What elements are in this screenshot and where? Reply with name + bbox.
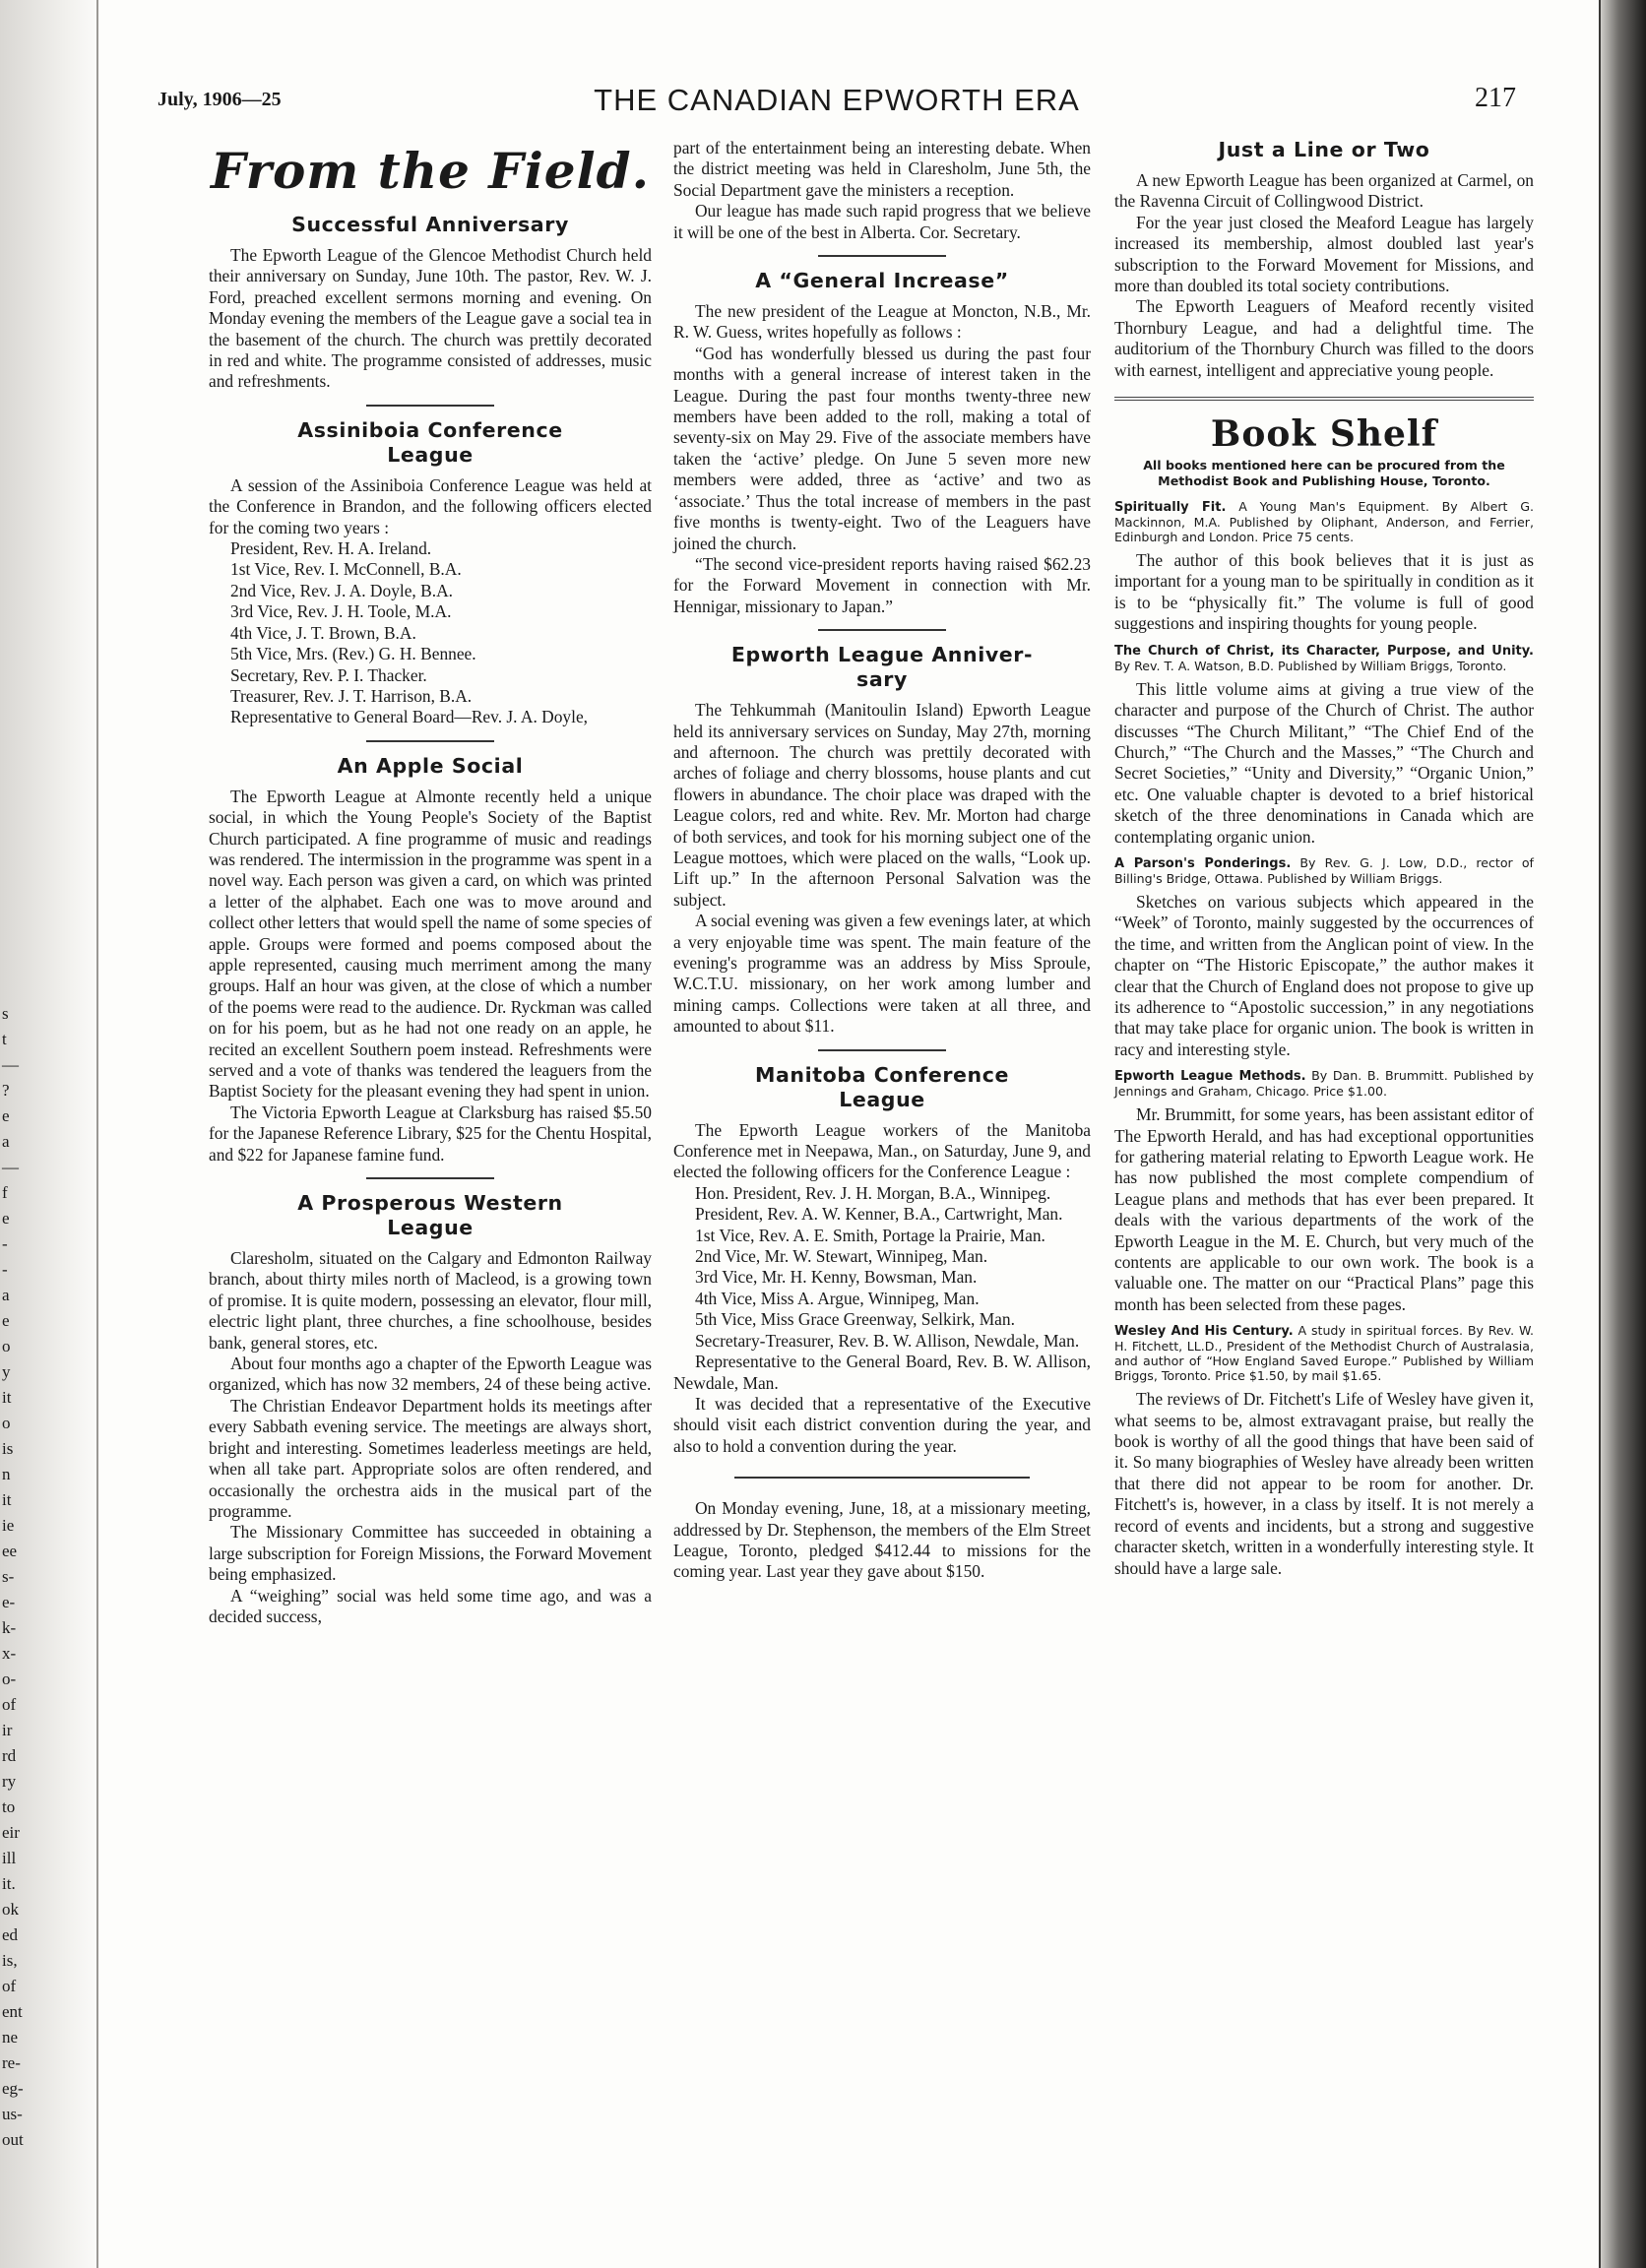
paragraph: The Victoria Epworth League at Clarksburg has raised $5.50 for the Japanese Reference Library, $25 for the Chentu Hospital, and $22 for Japanese famine fund. (209, 1102, 652, 1165)
bleed-fragment: eir (2, 1823, 20, 1842)
paragraph: Sketches on various subjects which appeared in the “Week” of Toronto, mainly suggested by the occurrences of the time, and written from the Anglican point of view. In the chapter on “The Historic Episcopate,” the author makes it clear that the Church of England does not propose to give up its adherence to “Apostolic succession,” in any negotiations that may take place for organic union. The book is written in racy and interesting style. (1114, 891, 1534, 1059)
bleed-fragment: e (2, 1209, 10, 1228)
bleed-fragment: s (2, 1004, 9, 1023)
article-title (673, 1063, 1091, 1112)
paragraph: On Monday evening, June, 18, at a missionary meeting, addressed by Dr. Stephenson, the members of the Elm Street League, Toronto, pledged $412.44 to missions for the coming year. Last year they gave about $150. (673, 1498, 1091, 1582)
divider (818, 255, 946, 257)
bleed-fragment: o- (2, 1670, 17, 1688)
book-meta: By Dan. B. Brummitt. Published by Jennings and Graham, Chicago. Price $1.00. (1114, 1068, 1534, 1100)
bleed-fragment: re- (2, 2053, 21, 2072)
paragraph: A “weighing” social was held some time ago, and was a decided success, (209, 1585, 652, 1626)
officer-line: 4th Vice, J. T. Brown, B.A. (230, 622, 416, 643)
bleed-fragment: ie (2, 1516, 15, 1535)
bleed-fragment: is, (2, 1951, 18, 1970)
bleed-fragment: it. (2, 1874, 16, 1893)
bleed-fragment: a (2, 1132, 10, 1151)
officer-line: 3rd Vice, Mr. H. Kenny, Bowsman, Man. (695, 1267, 978, 1288)
article-title (673, 643, 1091, 692)
title-line: Epworth League Anniver- (730, 643, 1034, 667)
officer-line: 2nd Vice, Mr. W. Stewart, Winnipeg, Man. (695, 1246, 988, 1267)
paragraph: Claresholm, situated on the Calgary and Edmonton Railway branch, about thirty miles north of Macleod, is a growing town of promise. It is quite modern, possessing an elevator, flour mill, electric light plant, three churches, a fine schoolhouse, besides bank, general stores, etc. (209, 1248, 652, 1353)
column-2 (673, 138, 1091, 1583)
bleed-fragment: e (2, 1311, 10, 1330)
paragraph: “God has wonderfully blessed us during the past four months with a general increase of interest taken in the League. During the past four months twenty-three new members have been added to the roll, making a total of seventy-six on May 29. Five of the associate members have taken the ‘active’ pledge. On June 5 seven more new members were added, three as ‘active’ and two as ‘associate.’ Thus the total increase of members in the past five months is twenty-eight. Two of the Leaguers have joined the church. (673, 343, 1091, 553)
paragraph: A session of the Assiniboia Conference League was held at the Conference in Brandon, and the following officers elected for the coming two years : (209, 474, 652, 537)
bleed-fragment: ok (2, 1900, 19, 1919)
title-line: League (387, 1216, 474, 1240)
issue-date: July, 1906—25 (158, 89, 282, 110)
paragraph: The Missionary Committee has succeeded in obtaining a large subscription for Foreign Missions, the Forward Movement being emphasized. (209, 1522, 652, 1585)
title-line: sary (856, 667, 908, 692)
officer-line: President, Rev. A. W. Kenner, B.A., Cartwright, Man. (695, 1204, 1063, 1225)
title-line: A Prosperous Western (297, 1191, 563, 1216)
bleed-fragment: o (2, 1337, 11, 1355)
bleed-fragment: a (2, 1286, 10, 1304)
officer-line: 1st Vice, Rev. A. E. Smith, Portage la Prairie, Man. (695, 1225, 1045, 1245)
bleed-fragment: y (2, 1362, 11, 1381)
bleed-fragment: ent (2, 2002, 23, 2021)
article-title (209, 418, 652, 468)
officer-line: 1st Vice, Rev. I. McConnell, B.A. (230, 559, 462, 580)
section-heading: From the Field. (211, 142, 650, 200)
article-title: Successful Anniversary (291, 213, 569, 236)
article-title (209, 1191, 652, 1240)
bleed-fragment: it (2, 1490, 12, 1509)
book-title: Spiritually Fit. (1114, 500, 1227, 516)
bleed-fragment: is (2, 1439, 14, 1458)
book-meta: By Rev. G. J. Low, D.D., rector of Billing's Bridge, Ottawa. Published by William Briggs. (1114, 854, 1534, 886)
binding-shadow (1601, 0, 1646, 2268)
bleed-fragment: ill (2, 1849, 17, 1867)
book-citation (1114, 1323, 1534, 1383)
title-line: Manitoba Conference (755, 1062, 1009, 1087)
paragraph: The Epworth League of the Glencoe Methodist Church held their anniversary on Sunday, June 10th. The pastor, Rev. W. J. Ford, preached excellent sermons morning and evening. On Monday evening the members of the League gave a social tea in the basement of the church. The church was prettily decorated in red and white. The programme consisted of addresses, music and refreshments. (209, 245, 652, 392)
paragraph: The new president of the League at Moncton, N.B., Mr. R. W. Guess, writes hopefully as follows : (673, 301, 1091, 343)
bleed-fragment: ry (2, 1772, 17, 1791)
title-line: League (387, 442, 474, 467)
book-citation (1114, 499, 1534, 544)
paragraph: part of the entertainment being an interesting debate. When the district meeting was held in Claresholm, June 5th, the Social Department gave the ministers a reception. (673, 138, 1091, 200)
bleed-fragment: f (2, 1183, 8, 1202)
column-3 (1114, 138, 1534, 1579)
divider (366, 1177, 494, 1179)
paragraph: Our league has made such rapid progress that we believe it will be one of the best in Alberta. Cor. Secretary. (673, 201, 1091, 242)
paragraph: It was decided that a representative of the Executive should visit each district convention during the year, and also to hold a convention during the year. (673, 1393, 1091, 1456)
book-citation (1114, 855, 1534, 886)
officer-line: 2nd Vice, Rev. J. A. Doyle, B.A. (230, 580, 453, 600)
paragraph: The Tehkummah (Manitoulin Island) Epworth League held its anniversary services on Sunday, May 27th, morning and afternoon. The church was prettily decorated with arches of foliage and cherry blossoms, house plants and cut flowers in abundance. The choir place was draped with the League colors, red and white. Rev. Mr. Morton had charge of both services, and took for his morning subject one of the League mottoes, which were placed on the walls, “Look up. Lift up.” In the afternoon Personal Salvation was the subject. (673, 700, 1091, 910)
officer-line: 5th Vice, Mrs. (Rev.) G. H. Bennee. (230, 644, 476, 664)
article-title: Just a Line or Two (1218, 138, 1430, 161)
bleed-fragment: ir (2, 1721, 13, 1739)
officer-line: Secretary, Rev. P. I. Thacker. (230, 664, 427, 685)
article-title: An Apple Social (337, 753, 524, 778)
page-number: 217 (1475, 83, 1516, 113)
bleed-fragment: ? (2, 1081, 10, 1100)
paragraph: “The second vice-president reports having raised $62.23 for the Forward Movement in connection with Mr. Hennigar, missionary to Japan.” (673, 553, 1091, 616)
book-shelf-title: Book Shelf (1210, 413, 1438, 456)
bleed-fragment: it (2, 1388, 12, 1407)
article-title: A “General Increase” (755, 269, 1009, 293)
bleed-fragment: x- (2, 1644, 17, 1663)
bleed-fragment: ne (2, 2028, 19, 2047)
book-meta: A study in spiritual forces. By Rev. W. H. Fitchett, LL.D., President of the Methodist Church of Australasia, and author of “How England Saved Europe.” Published by William Briggs, Toronto. Price $1.50, by mail $1.65. (1114, 1323, 1534, 1384)
paragraph: The author of this book believes that it is just as important for a young man to be spiritually in condition as it is to be “physically fit.” The volume is full of good suggestions and inspiring thoughts for young people. (1114, 550, 1534, 634)
officer-line: Representative to the General Board, Rev. B. W. Allison, Newdale, Man. (673, 1352, 1091, 1393)
bleed-fragment: out (2, 2130, 24, 2149)
bleed-fragment: of (2, 1695, 17, 1714)
bleed-fragment: eg- (2, 2079, 24, 2098)
bleed-fragment: e- (2, 1593, 16, 1611)
divider (818, 1049, 946, 1051)
bleed-fragment: - (2, 1234, 8, 1253)
divider (366, 405, 494, 407)
bleed-fragment: t (2, 1030, 7, 1048)
book-shelf-note: All books mentioned here can be procured from the Methodist Book and Publishing House, Toronto. (1143, 458, 1505, 489)
officer-line: Secretary-Treasurer, Rev. B. W. Allison, Newdale, Man. (695, 1330, 1080, 1351)
title-line: League (839, 1087, 925, 1111)
double-rule (1114, 397, 1534, 401)
bleed-fragment: n (2, 1465, 11, 1483)
paragraph: The reviews of Dr. Fitchett's Life of Wesley have given it, what seems to be, almost extravagant praise, but really the book is worthy of all the good things that have been said of it. So many biographies of Wesley have already been written that there did not appear to be room for another. Dr. Fitchett's is, however, in a class by itself. It is not merely a record of events and incidents, but a strong and suggestive character sketch, written in a wonderfully interesting style. It should have a large sale. (1114, 1389, 1534, 1578)
book-citation (1114, 1068, 1534, 1099)
book-title: The Church of Christ, its Character, Purpose, and Unity. (1114, 643, 1534, 659)
bleed-fragment: k- (2, 1618, 17, 1637)
title-line: Assiniboia Conference (297, 417, 563, 442)
bleed-fragment: - (2, 1260, 8, 1279)
officer-line: President, Rev. H. A. Ireland. (230, 538, 432, 559)
paragraph: The Christian Endeavor Department holds its meetings after every Sabbath evening service. The meetings are always short, bright and interesting. Sometimes leaderless meetings are held, when all take part. Appropriate solos are often rendered, and occasionally the orchestra aids in the musical part of the programme. (209, 1395, 652, 1521)
officer-line: Representative to General Board—Rev. J. A. Doyle, (230, 707, 589, 727)
book-title: Wesley And His Century. (1114, 1324, 1294, 1340)
paragraph: The Epworth League workers of the Manitoba Conference met in Neepawa, Man., on Saturday, June 9, and elected the following officers for the Conference League : (673, 1119, 1091, 1182)
paragraph: The Epworth Leaguers of Meaford recently visited Thornbury League, and had a delightful time. The auditorium of the Thornbury Church was filled to the doors with earnest, intelligent and appreciative young people. (1114, 296, 1534, 380)
paragraph: This little volume aims at giving a true view of the character and purpose of the Church of Christ. The author discusses “The Church Militant,” “The Chief End of the Church,” “The Church and the Masses,” “The Church and Secret Societies,” “Unity and Diversity,” “Organic Union,” etc. One valuable chapter is devoted to a brief historical sketch of the three denominations in Canada which are contemplating organic union. (1114, 678, 1534, 847)
bleed-fragment: ee (2, 1542, 18, 1560)
bleed-fragment: e (2, 1106, 10, 1125)
journal-title: THE CANADIAN EPWORTH ERA (594, 83, 1080, 117)
column-1 (209, 138, 652, 1627)
paragraph: Mr. Brummitt, for some years, has been assistant editor of The Epworth Herald, and has had exceptional opportunities for gathering material relating to Epworth League work. He has now published the most complete compendium of League plans and methods that has ever been prepared. It deals with the various departments of the work of the Epworth League in the M. E. Church, but very much of the contents are applicable to our own work. The book is a valuable one. The matter on our “Practical Plans” page this month has been selected from these pages. (1114, 1104, 1534, 1314)
paragraph: A social evening was given a few evenings later, at which a very enjoyable time was spent. The main feature of the evening's programme was an address by Miss Sproule, W.C.T.U. missionary, on her work among lumber and mining camps. Collections were taken at all three, and amounted to about $11. (673, 911, 1091, 1037)
bleed-fragment: o (2, 1414, 11, 1432)
bleed-fragment: s- (2, 1567, 15, 1586)
paragraph: About four months ago a chapter of the Epworth League was organized, which has now 32 members, 24 of these being active. (209, 1354, 652, 1395)
paragraph: A new Epworth League has been organized at Carmel, on the Ravenna Circuit of Collingwood District. (1114, 170, 1534, 212)
divider (734, 1477, 1030, 1479)
officer-line: 3rd Vice, Rev. J. H. Toole, M.A. (230, 601, 452, 622)
paragraph: For the year just closed the Meaford League has largely increased its membership, almost doubled last year's subscription to the Forward Movement for Missions, and more than doubled its total society contributions. (1114, 212, 1534, 296)
officer-line: Hon. President, Rev. J. H. Morgan, B.A., Winnipeg. (695, 1182, 1051, 1203)
page-header (158, 83, 1516, 122)
paragraph: The Epworth League at Almonte recently held a unique social, in which the Young People's Society of the Baptist Church participated. A fine programme of music and readings was rendered. The intermission in the programme was spent in a novel way. Each person was given a card, on which was printed a letter of the alphabet. Each one was to move around and collect other letters that would spell the name of some species of apple. Groups were formed and poems composed about the apple represented, causing much merriment among the many groups. Half an hour was given, at the close of which a number of the poems were read to the audience. Dr. Ryckman was called on for his poem, but as he had not one ready on an apple, he recited an excellent Southern poem instead. Refreshments were served and a vote of thanks was tendered the leaguers from the Baptist Society for the pleasant evening they had spent in union. (209, 786, 652, 1102)
book-citation (1114, 643, 1534, 673)
bleed-fragment: of (2, 1977, 17, 1995)
bleed-fragment: ed (2, 1925, 19, 1944)
book-meta: By Rev. T. A. Watson, B.D. Published by William Briggs, Toronto. (1114, 658, 1507, 673)
divider (818, 629, 946, 631)
book-title: Epworth League Methods. (1114, 1069, 1306, 1085)
bleed-fragment: to (2, 1797, 16, 1816)
bleed-fragment: — (2, 1158, 19, 1176)
bleed-fragment: us- (2, 2105, 23, 2123)
officer-line: 5th Vice, Miss Grace Greenway, Selkirk, Man. (695, 1309, 1015, 1330)
officer-line: Treasurer, Rev. J. T. Harrison, B.A. (230, 685, 473, 706)
book-meta: A Young Man's Equipment. By Albert G. Mackinnon, M.A. Published by Oliphant, Anderson, and Ferrier, Edinburgh and London. Price 75 cents. (1114, 499, 1534, 545)
divider (366, 740, 494, 742)
officer-line: 4th Vice, Miss A. Argue, Winnipeg, Man. (695, 1288, 980, 1308)
book-title: A Parson's Ponderings. (1114, 855, 1292, 871)
bleed-fragment: rd (2, 1746, 17, 1765)
bleed-fragment: — (2, 1055, 19, 1074)
